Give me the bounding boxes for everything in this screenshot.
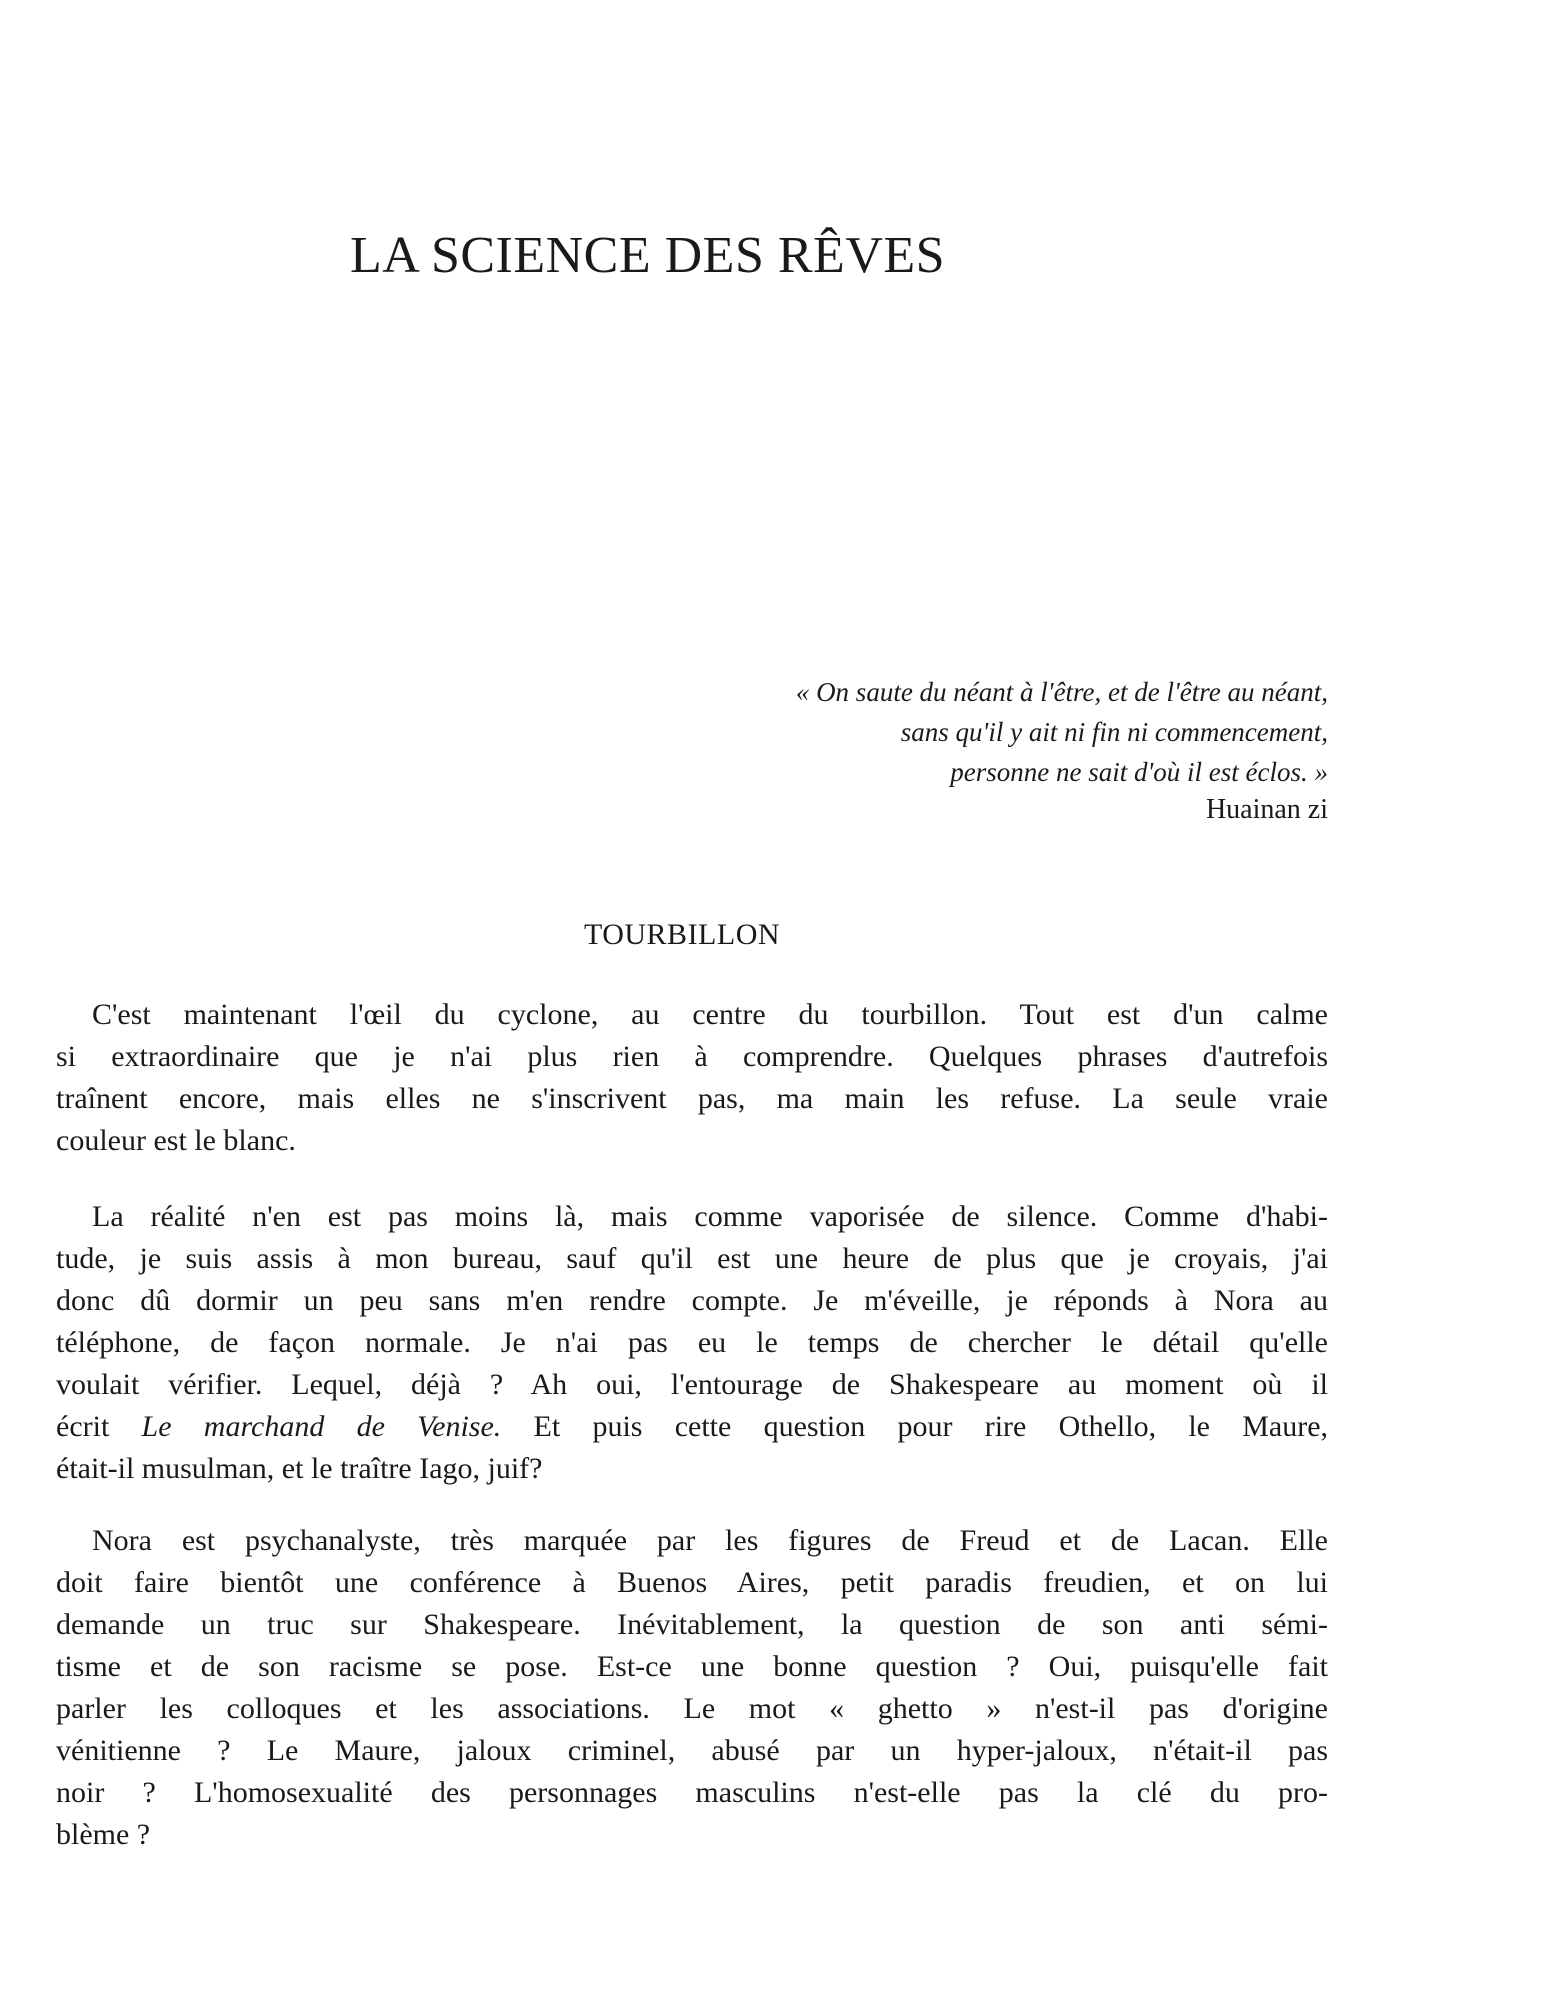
section-heading [0,920,1364,950]
epigraph [796,672,1328,792]
text-line [56,1406,1328,1448]
text-line: blème ? [56,1818,151,1851]
section-heading-text: TOURBILLON [583,918,781,951]
text-line: si extraordinaire que je n'ai plus rien à comprendre. Quelques phrases d'autrefois [56,1040,1328,1073]
paragraph-3 [56,1520,1328,1856]
chapter-title: LA SCIENCE DES RÊVES [350,227,946,284]
text-line: était-il musulman, et le traître Iago, juif? [56,1452,543,1485]
text-line: parler les colloques et les associations. Le mot « ghetto » n'est-il pas d'origine [56,1692,1328,1725]
paragraph-1 [56,994,1328,1162]
paragraph-2 [56,1196,1328,1490]
book-title-italic: Le marchand de Venise. [141,1410,502,1443]
text-line: doit faire bientôt une conférence à Buenos Aires, petit paradis freudien, et on lui [56,1566,1328,1599]
text-line: tude, je suis assis à mon bureau, sauf qu'il est une heure de plus que je croyais, j'ai [56,1242,1328,1275]
text-line: tisme et de son racisme se pose. Est-ce une bonne question ? Oui, puisqu'elle fait [56,1650,1328,1683]
epigraph-author: Huainan zi [1205,794,1328,825]
text-line: Nora est psychanalyste, très marquée par les figures de Freud et de Lacan. Elle [92,1524,1328,1557]
text-line: téléphone, de façon normale. Je n'ai pas eu le temps de chercher le détail qu'elle [56,1326,1328,1359]
text-line: traînent encore, mais elles ne s'inscrivent pas, ma main les refuse. La seule vraie [56,1082,1328,1115]
epigraph-line: « On saute du néant à l'être, et de l'être au néant, [795,677,1328,707]
text-line: noir ? L'homosexualité des personnages masculins n'est-elle pas la clé du pro- [56,1776,1328,1809]
epigraph-line: sans qu'il y ait ni fin ni commencement, [900,717,1328,747]
text-line: La réalité n'en est pas moins là, mais comme vaporisée de silence. Comme d'habi- [92,1200,1328,1233]
text-line: voulait vérifier. Lequel, déjà ? Ah oui, l'entourage de Shakespeare au moment où il [56,1368,1328,1401]
text-line: couleur est le blanc. [56,1124,296,1157]
text-segment: écrit [56,1410,142,1443]
text-line: demande un truc sur Shakespeare. Inévitablement, la question de son anti sémi- [56,1608,1328,1641]
text-line: vénitienne ? Le Maure, jaloux criminel, abusé par un hyper-jaloux, n'était-il pas [56,1734,1328,1767]
epigraph-line: personne ne sait d'où il est éclos. » [950,757,1328,787]
text-line: C'est maintenant l'œil du cyclone, au centre du tourbillon. Tout est d'un calme [92,998,1328,1031]
text-segment: Et puis cette question pour rire Othello, le Maure, [501,1410,1329,1443]
text-line: donc dû dormir un peu sans m'en rendre compte. Je m'éveille, je réponds à Nora au [56,1284,1328,1317]
